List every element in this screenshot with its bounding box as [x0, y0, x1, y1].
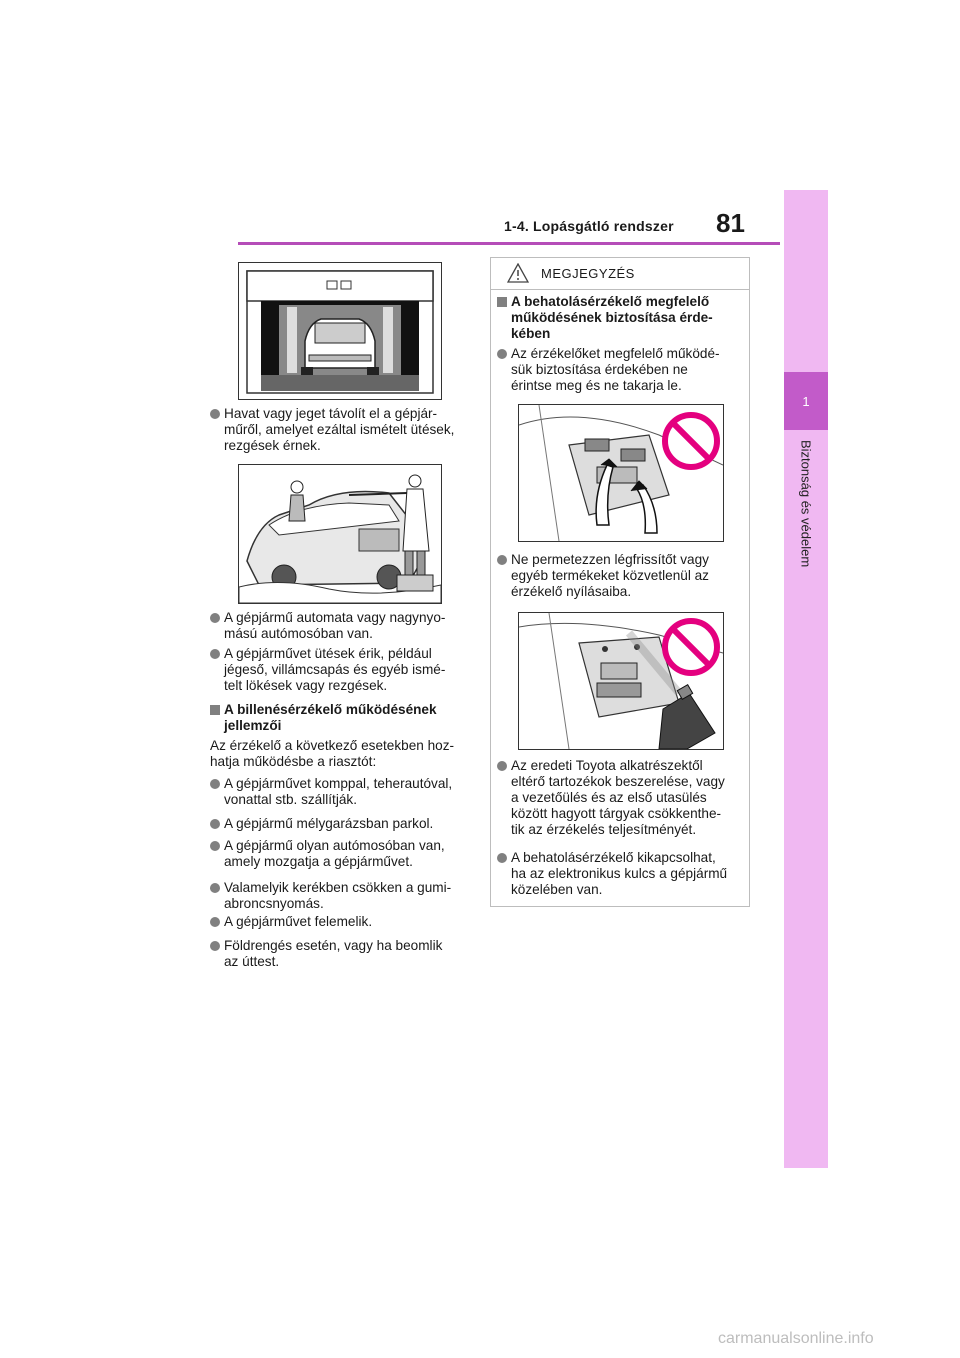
bullet-dot — [210, 883, 220, 893]
section-heading: A billenésérzékelő működésének jellemzői — [210, 702, 494, 734]
list-item: Földrengés esetén, vagy ha beomlik az úttest. — [210, 938, 494, 970]
list-item: A gépjárművet komppal, teherautóval, vonattal stb. szállítják. — [210, 776, 494, 808]
bullet-dot — [210, 941, 220, 951]
watermark: carmanualsonline.info — [718, 1330, 874, 1347]
note-header — [491, 258, 749, 290]
list-item: A gépjárművet ütések érik, például jégeső, villámcsapás és egyéb ismé- telt lökések vagy rezgések. — [210, 646, 494, 694]
bullet-dot — [210, 917, 220, 927]
list-item: A gépjármű mélygarázsban parkol. — [210, 816, 494, 832]
list-item: A gépjármű automata vagy nagynyo- mású autómosóban van. — [210, 610, 494, 642]
list-item: A behatolásérzékelő kikapcsolhat, ha az elektronikus kulcs a gépjármű közelében van. — [497, 850, 756, 898]
bullet-dot — [210, 819, 220, 829]
bullet-dot — [210, 409, 220, 419]
bullet-dot — [497, 555, 507, 565]
snow-removal-illustration — [238, 464, 442, 604]
bullet-dot — [497, 853, 507, 863]
tilt-intro-text: Az érzékelő a következő esetekben hoz- hatja működésbe a riasztót: — [210, 738, 455, 769]
bullet-dot — [210, 779, 220, 789]
list-item: Valamelyik kerékben csökken a gumi- abroncsnyomás. — [210, 880, 494, 912]
list-item: Az eredeti Toyota alkatrészektől eltérő tartozékok beszerelése, vagy a vezetőülés és az első utasülés között hagyott tárgyak csökkenthe- tik az érzékelés teljesítményét. — [497, 758, 756, 838]
chapter-number-badge: 1 — [784, 372, 828, 430]
list-item: A gépjármű olyan autómosóban van, amely mozgatja a gépjárművet. — [210, 838, 494, 870]
list-item: Havat vagy jeget távolít el a gépjár- műről, amelyet ezáltal ismételt ütések, rezgések érnek. — [210, 406, 494, 454]
spray-prohibited-illustration — [518, 612, 724, 750]
bullet-dot — [497, 761, 507, 771]
sensor-touch-prohibited-illustration — [518, 404, 724, 542]
chapter-title: Biztonság és védelem — [798, 440, 814, 568]
bullet-dot — [497, 349, 507, 359]
chapter-side-tab — [784, 190, 828, 1168]
heading-square-marker — [210, 705, 220, 715]
bullet-dot — [210, 841, 220, 851]
header-rule — [238, 242, 780, 245]
heading-square-marker — [497, 297, 507, 307]
list-item: Ne permetezzen légfrissítőt vagy egyéb termékeket közvetlenül az érzékelő nyílásaiba. — [497, 552, 756, 600]
note-box — [490, 257, 750, 907]
page-number: 81 — [716, 208, 745, 238]
list-item: Az érzékelőket megfelelő működé- sük biztosítása érdekében ne érintse meg és ne takarja le. — [497, 346, 756, 394]
bullet-dot — [210, 649, 220, 659]
note-title: MEGJEGYZÉS — [541, 266, 635, 281]
note-heading: A behatolásérzékelő megfelelő működésének biztosítása érde- kében — [497, 294, 756, 342]
bullet-dot — [210, 613, 220, 623]
list-item: A gépjárművet felemelik. — [210, 914, 494, 930]
carwash-illustration — [238, 262, 442, 400]
warning-icon — [507, 263, 529, 283]
section-title: 1-4. Lopásgátló rendszer — [504, 218, 674, 234]
